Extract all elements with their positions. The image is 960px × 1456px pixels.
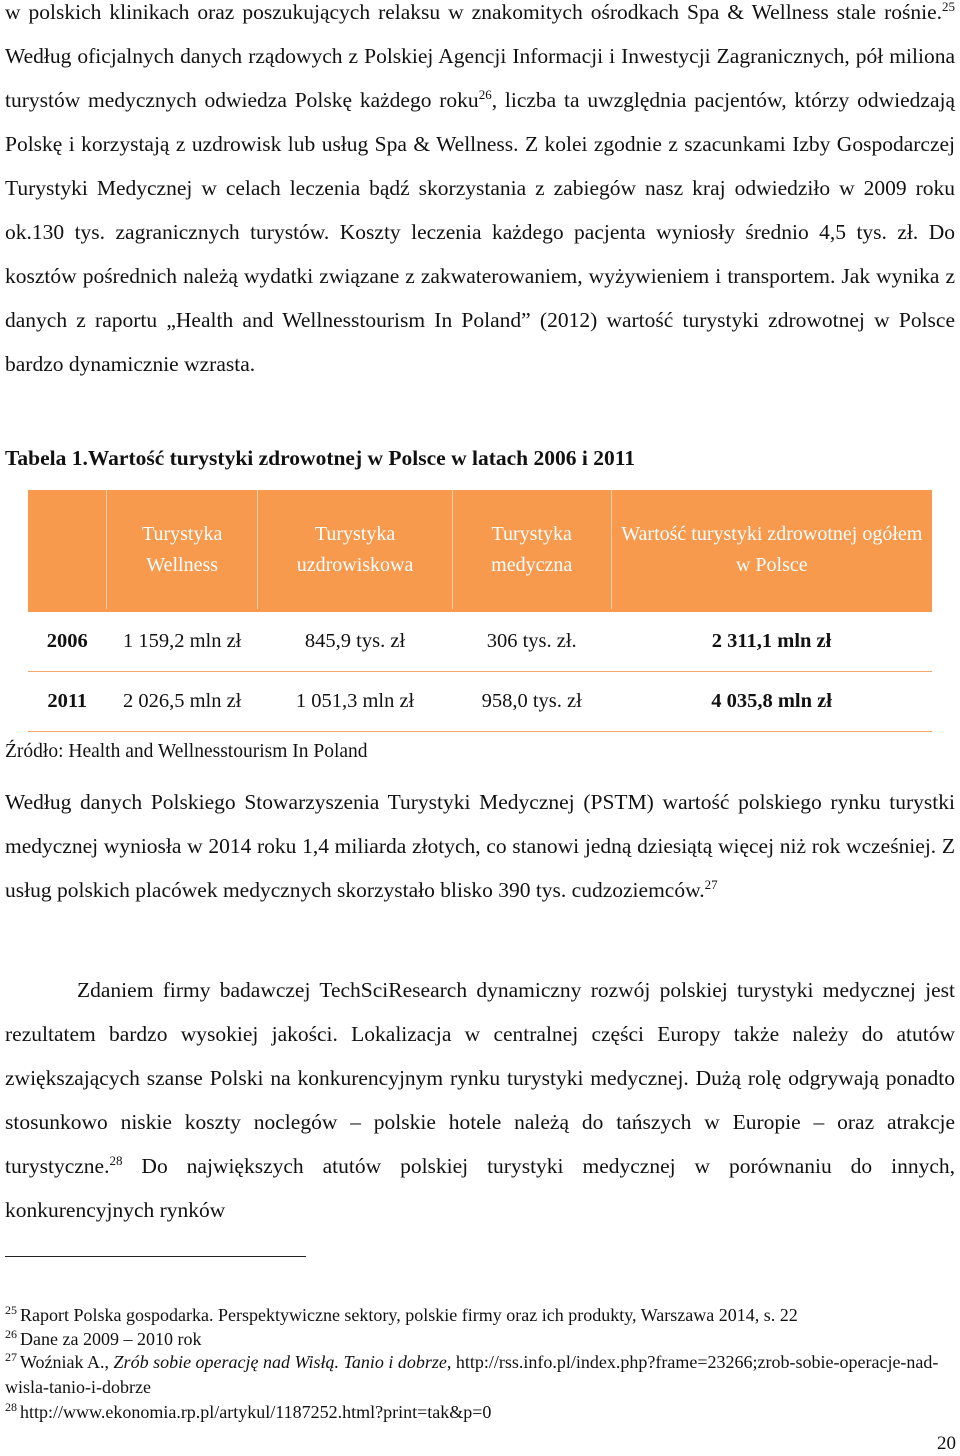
paragraph-text: w polskich klinikach oraz poszukujących relaksu w znakomitych ośrodkach Spa & Wellness stale rośnie. xyxy=(5,0,942,24)
table-cell-total: 4 035,8 mln zł xyxy=(611,672,932,732)
footnote-link[interactable]: http://www.ekonomia.rp.pl/artykul/1187252.html?print=tak&p=0 xyxy=(20,1402,492,1422)
footnote-ref-26[interactable]: 26 xyxy=(478,86,492,102)
column-header-spa: Turystyka uzdrowiskowa xyxy=(258,490,452,611)
table-caption: Tabela 1.Wartość turystyki zdrowotnej w Polsce w latach 2006 i 2011 xyxy=(5,446,636,470)
page-number: 20 xyxy=(937,1433,956,1454)
footnote-ref-28[interactable]: 28 xyxy=(109,1152,123,1168)
table-cell: 1 159,2 mln zł xyxy=(107,611,258,672)
footnote-25 xyxy=(5,1303,960,1328)
footnote-text: Dane za 2009 – 2010 rok xyxy=(20,1329,202,1349)
health-tourism-value-table xyxy=(28,490,932,732)
paragraph-techsciresearch xyxy=(5,968,955,1232)
paragraph-text: , liczba ta uwzględnia pacjentów, którzy odwiedzają Polskę i korzystają z uzdrowisk lub usług Spa & Wellness. Z kolei zgodnie z szacunkami Izby Gospodarczej Turystyki Medycznej w celach leczenia bądź skorzystania z zabiegów nasz kraj odwiedziło w 2009 roku ok.130 tys. zagranicznych turystów. Koszty leczenia każdego pacjenta wyniosły średnio 4,5 tys. zł. Do kosztów pośrednich należą wydatki związane z zakwaterowaniem, wyżywieniem i transportem. Jak wynika z danych z raportu „Health and Wellnesstourism In Poland” (2012) wartość turystyki zdrowotnej w Polsce bardzo dynamicznie wzrasta. xyxy=(5,88,955,376)
footnote-number: 26 xyxy=(5,1327,17,1341)
footnote-number: 27 xyxy=(5,1350,17,1364)
column-header-wellness: Turystyka Wellness xyxy=(107,490,258,611)
paragraph-pstm-data xyxy=(5,780,955,912)
footnote-28 xyxy=(5,1400,960,1425)
table-cell-total: 2 311,1 mln zł xyxy=(611,611,932,672)
table-cell: 1 051,3 mln zł xyxy=(258,672,452,732)
paragraph-medical-tourism-intro xyxy=(5,0,955,386)
table-row xyxy=(28,611,932,672)
table-row xyxy=(28,672,932,732)
table-corner-cell xyxy=(28,490,107,611)
table-cell: 2 026,5 mln zł xyxy=(107,672,258,732)
paragraph-text: Do największych atutów polskiej turystyki medycznej w porównaniu do innych, konkurencyjnych rynków xyxy=(5,1154,955,1222)
footnote-divider xyxy=(5,1256,306,1257)
table-cell: 845,9 tys. zł xyxy=(258,611,452,672)
paragraph-text: Według danych Polskiego Stowarzyszenia Turystyki Medycznej (PSTM) wartość polskiego rynku turystki medycznej wyniosła w 2014 roku 1,4 miliarda złotych, co stanowi jedną dziesiątą więcej niż rok wcześniej. Z usług polskich placówek medycznych skorzystało blisko 390 tys. cudzoziemców. xyxy=(5,790,955,902)
footnote-ref-27[interactable]: 27 xyxy=(704,876,718,892)
footnote-link[interactable]: , http://rss.info.pl/index.php?frame=23266;zrob-sobie-operacje-nad-wisla-tanio-i-dobrze xyxy=(5,1352,939,1397)
paragraph-text: Zdaniem firmy badawczej TechSciResearch dynamiczny rozwój polskiej turystyki medycznej jest rezultatem bardzo wysokiej jakości. Lokalizacja w centralnej części Europy także należy do atutów zwiększających szanse Polski na konkurencyjnym rynku turystyki medycznej. Dużą rolę odgrywają ponadto stosunkowo niskie koszty noclegów – polskie hotele należą do tańszych w Europie – oraz atrakcje turystyczne. xyxy=(5,978,955,1178)
row-year: 2006 xyxy=(28,611,107,672)
footnote-number: 28 xyxy=(5,1400,17,1414)
footnote-ref-25[interactable]: 25 xyxy=(942,0,955,14)
footnote-author: Woźniak A., xyxy=(20,1352,114,1372)
table-cell: 958,0 tys. zł xyxy=(452,672,611,732)
column-header-medical: Turystyka medyczna xyxy=(452,490,611,611)
footnote-27 xyxy=(5,1350,960,1400)
column-header-total: Wartość turystyki zdrowotnej ogółem w Polsce xyxy=(611,490,932,611)
table-cell: 306 tys. zł. xyxy=(452,611,611,672)
table-header-row xyxy=(28,490,932,611)
paragraph-text: Według oficjalnych danych rządowych z Polskiej Agencji Informacji i Inwestycji Zagranicznych, pół miliona turystów medycznych odwiedza Polskę każdego roku xyxy=(5,44,955,112)
footnote-26 xyxy=(5,1327,960,1352)
footnote-text: Raport Polska gospodarka. Perspektywiczne sektory, polskie firmy oraz ich produkty, Warszawa 2014, s. 22 xyxy=(20,1305,798,1325)
footnote-title: Zrób sobie operację nad Wisłą. Tanio i dobrze xyxy=(113,1352,447,1372)
footnote-number: 25 xyxy=(5,1303,17,1317)
row-year: 2011 xyxy=(28,672,107,732)
table-source: Źródło: Health and Wellnesstourism In Poland xyxy=(5,741,368,762)
